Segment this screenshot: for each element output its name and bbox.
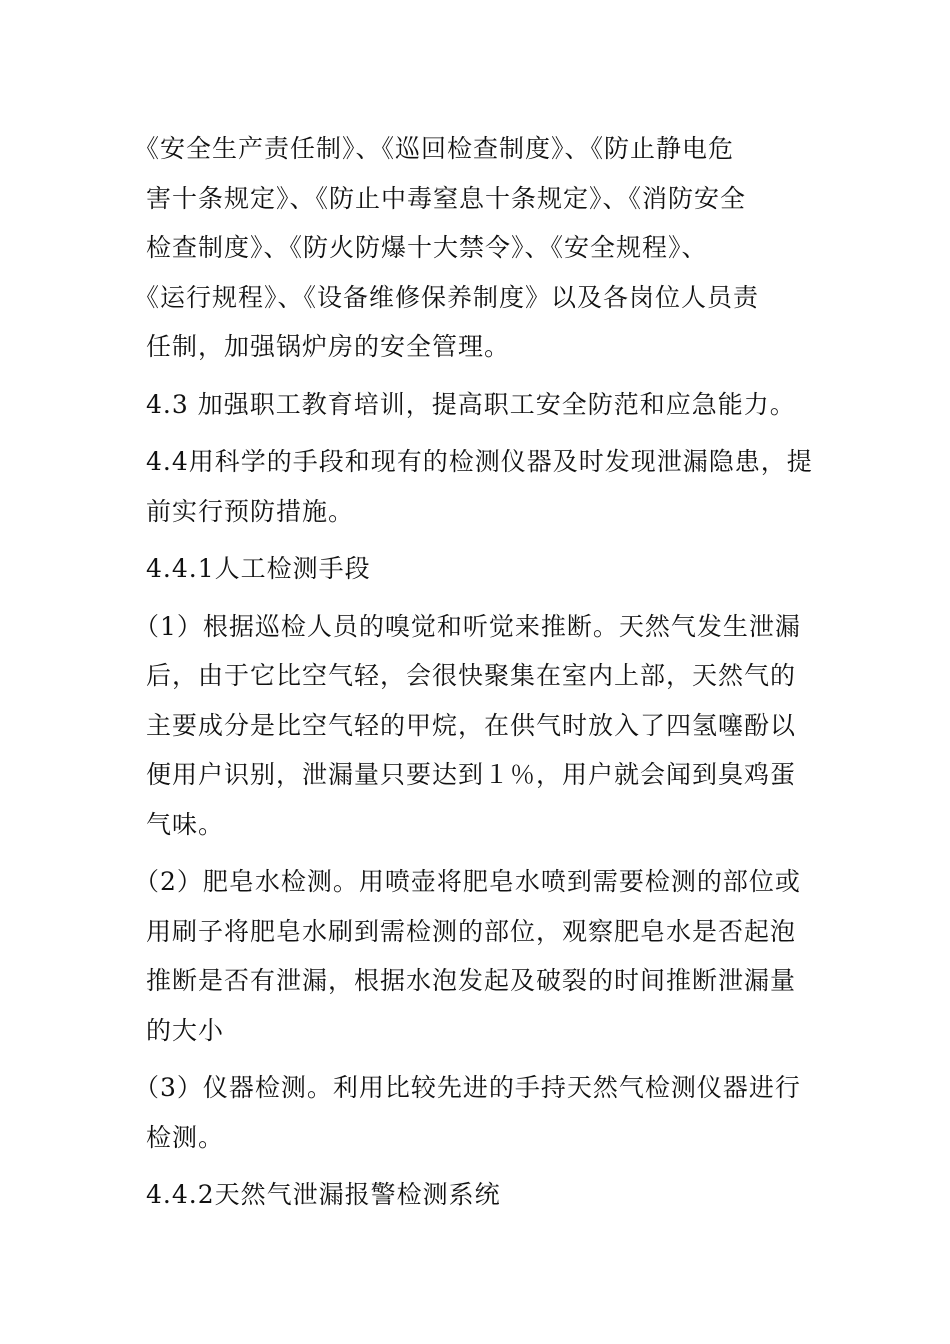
text-line: 检测。 (146, 1122, 225, 1152)
paragraph-item-2 (134, 857, 806, 1055)
text-line: 后，由于它比空气轻，会很快聚集在室内上部，天然气的 (146, 661, 797, 690)
text-line: 4.4用科学的手段和现有的检测仪器及时发现泄漏隐患，提 (146, 447, 813, 476)
text-line: （2）肥皂水检测。用喷壶将肥皂水喷到需要检测的部位或 (134, 867, 801, 896)
text-line: （1）根据巡检人员的嗅觉和听觉来推断。天然气发生泄漏 (134, 611, 801, 641)
paragraph-item-3 (134, 1063, 806, 1162)
text-line: 《安全生产责任制》、《巡回检查制度》、《防止静电危 (134, 134, 735, 163)
text-line: 前实行预防措施。 (146, 496, 355, 526)
text-line: 的大小 (146, 1015, 225, 1045)
text-line: 便用户识别，泄漏量只要达到１％，用户就会闻到臭鸡蛋 (146, 760, 797, 789)
text-line: 4.3 加强职工教育培训，提高职工安全防范和应急能力。 (146, 389, 796, 419)
text-line: 检查制度》、《防火防爆十大禁令》、《安全规程》、 (146, 233, 708, 262)
paragraph-item-1 (134, 602, 806, 850)
paragraph-safety-rules (134, 124, 806, 372)
text-line: 气味。 (146, 809, 225, 839)
text-line: （3）仪器检测。利用比较先进的手持天然气检测仪器进行 (134, 1073, 801, 1102)
text-line: 主要成分是比空气轻的甲烷，在供气时放入了四氢噻酚以 (146, 710, 797, 740)
text-line: 4.4.2天然气泄漏报警检测系统 (146, 1180, 501, 1209)
text-line: 用刷子将肥皂水刷到需检测的部位，观察肥皂水是否起泡 (146, 916, 797, 946)
text-line: 任制，加强锅炉房的安全管理。 (146, 332, 511, 361)
document-body (134, 124, 813, 1220)
paragraph-section-4-4 (146, 437, 813, 536)
heading-section-4-4-2 (146, 1170, 806, 1220)
text-line: 《运行规程》、《设备维修保养制度》以及各岗位人员责 (134, 282, 760, 312)
text-line: 4.4.1人工检测手段 (146, 554, 371, 583)
text-line: 害十条规定》、《防止中毒窒息十条规定》、《消防安全 (146, 183, 747, 213)
heading-section-4-4-1 (146, 544, 806, 594)
paragraph-section-4-3 (146, 380, 806, 430)
text-line: 推断是否有泄漏，根据水泡发起及破裂的时间推断泄漏量 (146, 966, 797, 995)
